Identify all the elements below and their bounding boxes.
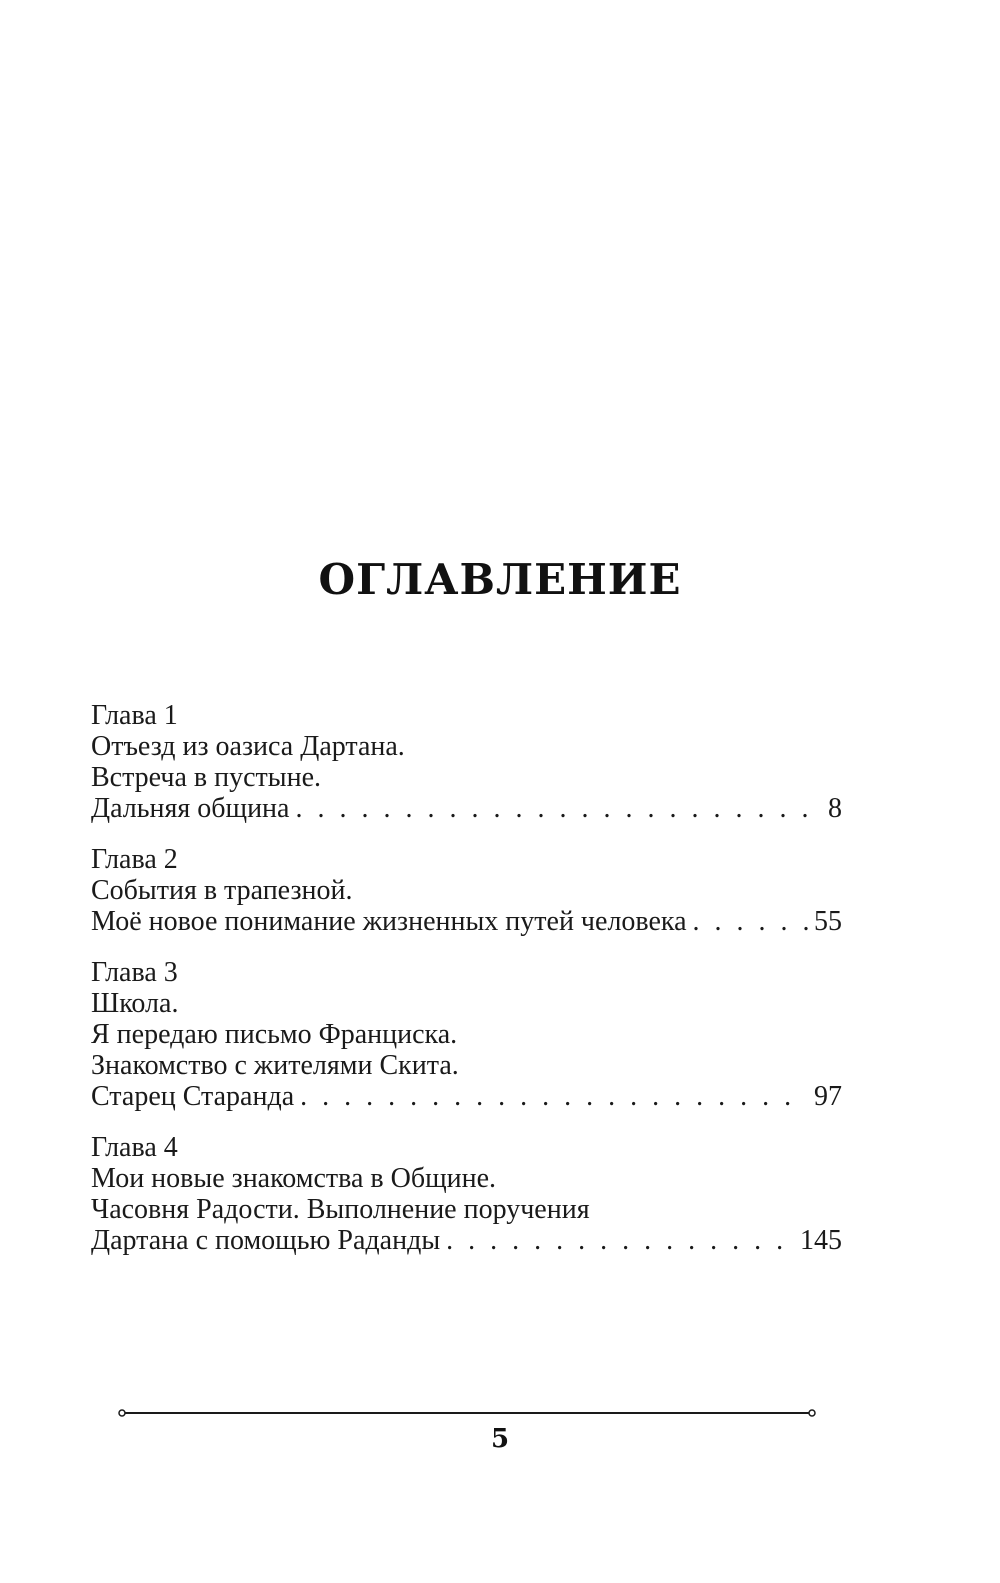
page-reference: 55 [814,906,842,937]
chapter-1 [91,700,842,824]
chapter-title-line: Я передаю письмо Франциска. [91,1019,458,1050]
chapter-title-line: События в трапезной. [91,875,353,906]
chapter-title-line: Встреча в пустыне. [91,762,322,793]
toc-entry[interactable] [91,793,842,824]
dot-leader [446,1225,794,1256]
dot-leader [300,1081,808,1112]
page-reference: 145 [800,1225,842,1256]
chapter-title-line: Знакомство с жителями Скита. [91,1050,459,1081]
chapter-3 [91,957,842,1112]
chapter-title-line: Дальняя община [91,793,290,824]
dot-leader [295,793,822,824]
toc-entry[interactable] [91,1225,842,1256]
chapter-title-line: Отъезд из оазиса Дартана. [91,731,405,762]
chapter-title-line: Часовня Радости. Выполнение поручения [91,1194,590,1225]
rule-end-ornament-right [809,1410,815,1416]
page-number: 5 [490,1424,510,1454]
footer-divider [118,1409,816,1417]
page-reference: 8 [828,793,842,824]
chapter-title-line: Школа. [91,988,179,1019]
table-of-contents [91,700,842,1276]
toc-entry[interactable] [91,906,842,937]
chapter-title-line: Дартана с помощью Раданды [91,1225,441,1256]
page-title: ОГЛАВЛЕНИЕ [318,555,682,604]
dot-leader [693,906,808,937]
chapter-2 [91,844,842,937]
chapter-heading: Глава 3 [91,957,178,988]
page-reference: 97 [814,1081,842,1112]
chapter-title-line: Мои новые знакомства в Общине. [91,1163,497,1194]
toc-entry[interactable] [91,1081,842,1112]
chapter-title-line: Старец Старанда [91,1081,295,1112]
chapter-heading: Глава 1 [91,700,178,731]
rule-end-ornament-left [119,1410,125,1416]
chapter-heading: Глава 2 [91,844,178,875]
chapter-heading: Глава 4 [91,1132,178,1163]
chapter-4 [91,1132,842,1256]
chapter-title-line: Моё новое понимание жизненных путей человека [91,906,687,937]
